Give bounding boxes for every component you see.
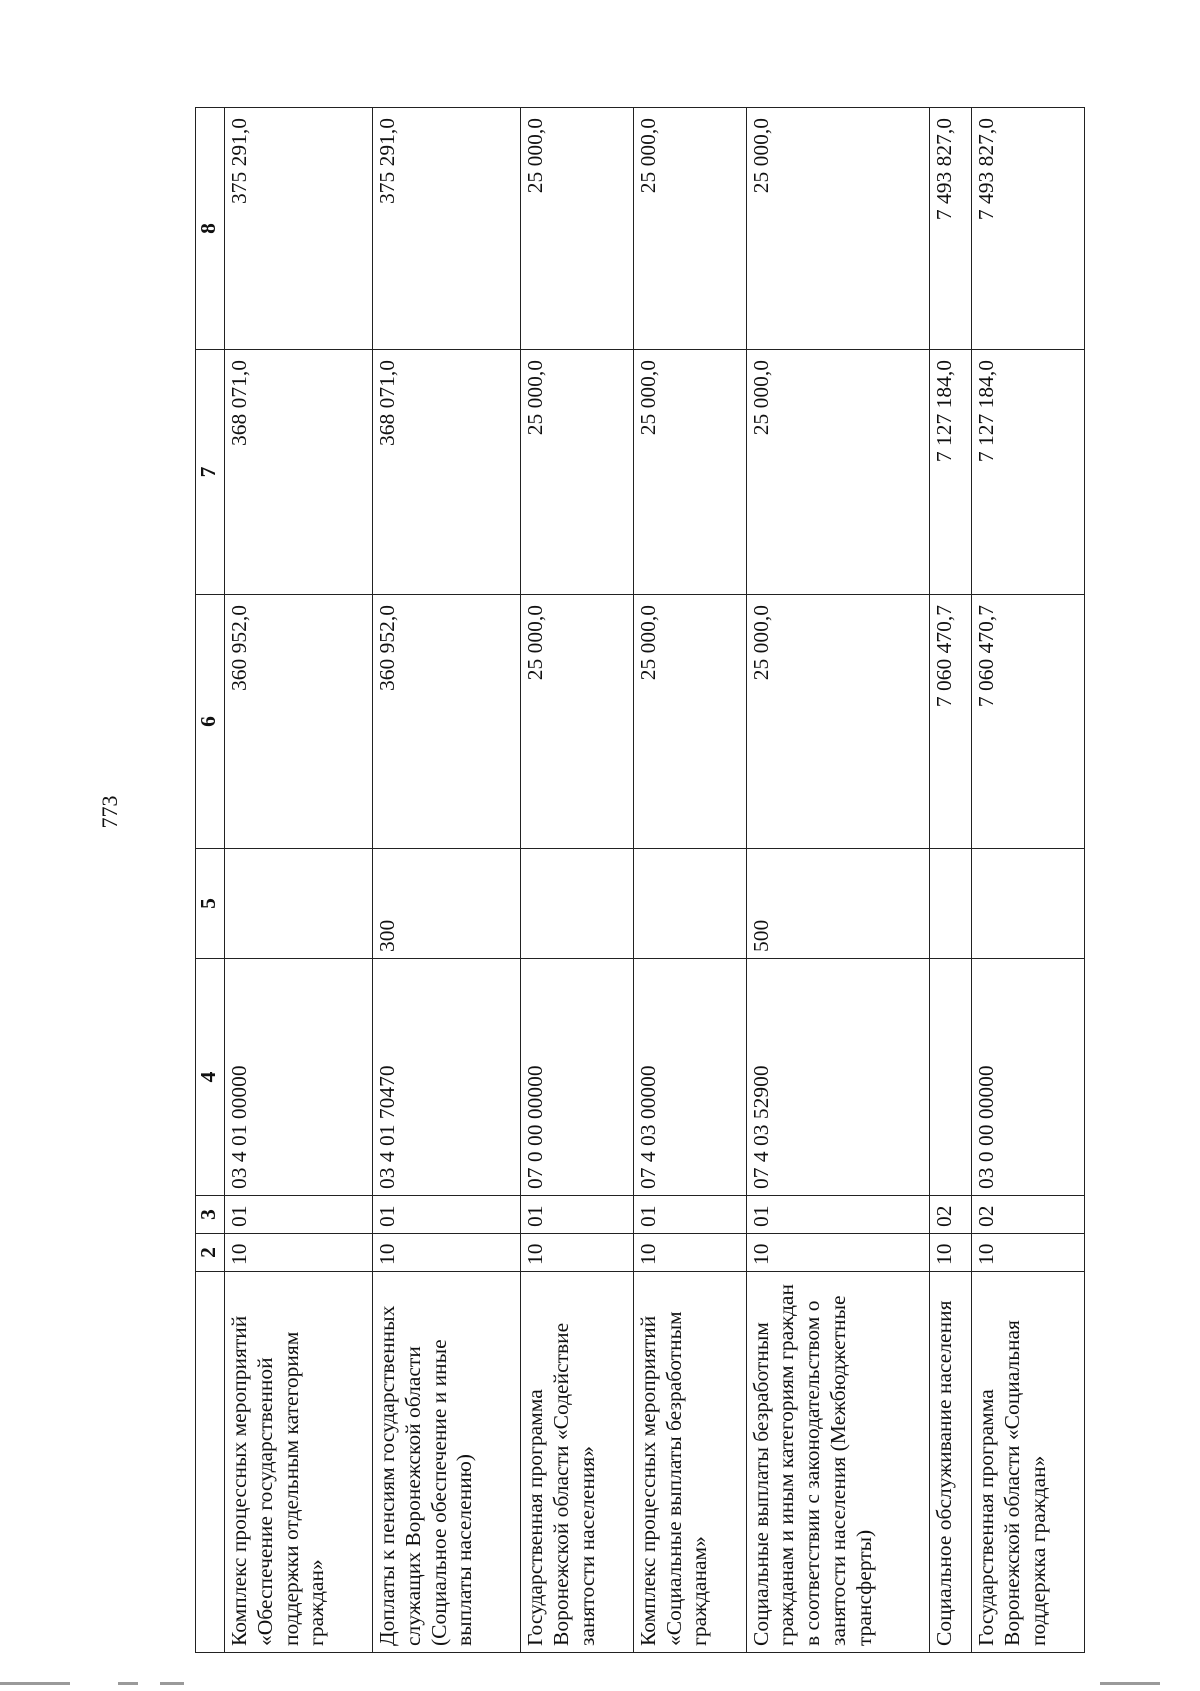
row-name: Социальное обслуживание населения <box>930 1272 972 1653</box>
cell-value-8: 25 000,0 <box>746 108 929 350</box>
rotated-table-inner <box>195 108 1085 1653</box>
cell-section: 10 <box>930 1234 972 1272</box>
col-header-7: 7 <box>196 350 225 595</box>
col-header-5: 5 <box>196 849 225 959</box>
cell-subsection: 01 <box>225 1196 373 1234</box>
cell-section: 10 <box>521 1234 634 1272</box>
cell-value-7: 368 071,0 <box>225 350 373 595</box>
cell-subsection: 01 <box>373 1196 521 1234</box>
scan-mark <box>1100 1682 1160 1685</box>
row-name: Комплекс процессных мероприятий «Социальные выплаты безработным гражданам» <box>633 1272 746 1653</box>
scan-mark <box>118 1682 138 1685</box>
rotated-table-container <box>195 108 1085 1653</box>
budget-table <box>195 107 1085 1653</box>
table-row <box>373 108 521 1653</box>
cell-value-6: 25 000,0 <box>746 595 929 849</box>
cell-target-code: 03 0 00 00000 <box>972 959 1085 1196</box>
cell-value-7: 7 127 184,0 <box>930 350 972 595</box>
col-header-4: 4 <box>196 959 225 1196</box>
page-number: 773 <box>97 795 122 829</box>
cell-section: 10 <box>746 1234 929 1272</box>
cell-target-code: 07 4 03 00000 <box>633 959 746 1196</box>
col-header-8: 8 <box>196 108 225 350</box>
cell-subsection: 01 <box>633 1196 746 1234</box>
cell-value-7: 7 127 184,0 <box>972 350 1085 595</box>
cell-value-7: 25 000,0 <box>746 350 929 595</box>
row-name: Доплаты к пенсиям государственных служащих Воронежской области (Социальное обеспечение и иные выплаты населению) <box>373 1272 521 1653</box>
cell-expense-type <box>521 849 634 959</box>
cell-subsection: 02 <box>930 1196 972 1234</box>
cell-target-code: 07 0 00 00000 <box>521 959 634 1196</box>
col-header-3: 3 <box>196 1196 225 1234</box>
cell-subsection: 01 <box>746 1196 929 1234</box>
cell-section: 10 <box>225 1234 373 1272</box>
cell-target-code <box>930 959 972 1196</box>
cell-value-7: 25 000,0 <box>633 350 746 595</box>
col-header-6: 6 <box>196 595 225 849</box>
col-header-2: 2 <box>196 1234 225 1272</box>
cell-expense-type <box>225 849 373 959</box>
col-header-name <box>196 1272 225 1653</box>
table-row <box>930 108 972 1653</box>
table-row <box>972 108 1085 1653</box>
table-header-row <box>196 108 225 1653</box>
cell-value-6: 360 952,0 <box>373 595 521 849</box>
table-row <box>521 108 634 1653</box>
cell-section: 10 <box>373 1234 521 1272</box>
cell-target-code: 03 4 01 70470 <box>373 959 521 1196</box>
row-name: Государственная программа Воронежской области «Социальная поддержка граждан» <box>972 1272 1085 1653</box>
table-row <box>633 108 746 1653</box>
cell-value-8: 7 493 827,0 <box>972 108 1085 350</box>
cell-value-7: 368 071,0 <box>373 350 521 595</box>
cell-value-6: 360 952,0 <box>225 595 373 849</box>
cell-value-8: 375 291,0 <box>373 108 521 350</box>
cell-value-8: 25 000,0 <box>521 108 634 350</box>
row-name: Социальные выплаты безработным гражданам и иным категориям граждан в соответствии с законодательством о занятости населения (Межбюджетные трансферты) <box>746 1272 929 1653</box>
scan-edge-marks <box>0 1675 1200 1685</box>
cell-expense-type: 500 <box>746 849 929 959</box>
cell-value-6: 7 060 470,7 <box>930 595 972 849</box>
cell-expense-type <box>930 849 972 959</box>
scan-mark <box>0 1682 70 1685</box>
cell-value-7: 25 000,0 <box>521 350 634 595</box>
cell-value-6: 25 000,0 <box>633 595 746 849</box>
cell-expense-type <box>633 849 746 959</box>
cell-section: 10 <box>633 1234 746 1272</box>
cell-value-8: 7 493 827,0 <box>930 108 972 350</box>
cell-value-6: 25 000,0 <box>521 595 634 849</box>
cell-target-code: 03 4 01 00000 <box>225 959 373 1196</box>
cell-value-6: 7 060 470,7 <box>972 595 1085 849</box>
cell-value-8: 25 000,0 <box>633 108 746 350</box>
cell-expense-type: 300 <box>373 849 521 959</box>
table-row <box>746 108 929 1653</box>
cell-subsection: 01 <box>521 1196 634 1234</box>
cell-subsection: 02 <box>972 1196 1085 1234</box>
row-name: Государственная программа Воронежской области «Содействие занятости населения» <box>521 1272 634 1653</box>
table-row <box>225 108 373 1653</box>
cell-target-code: 07 4 03 52900 <box>746 959 929 1196</box>
scan-mark <box>160 1682 184 1685</box>
cell-value-8: 375 291,0 <box>225 108 373 350</box>
cell-expense-type <box>972 849 1085 959</box>
cell-section: 10 <box>972 1234 1085 1272</box>
row-name: Комплекс процессных мероприятий «Обеспечение государственной поддержки отдельным категориям граждан» <box>225 1272 373 1653</box>
